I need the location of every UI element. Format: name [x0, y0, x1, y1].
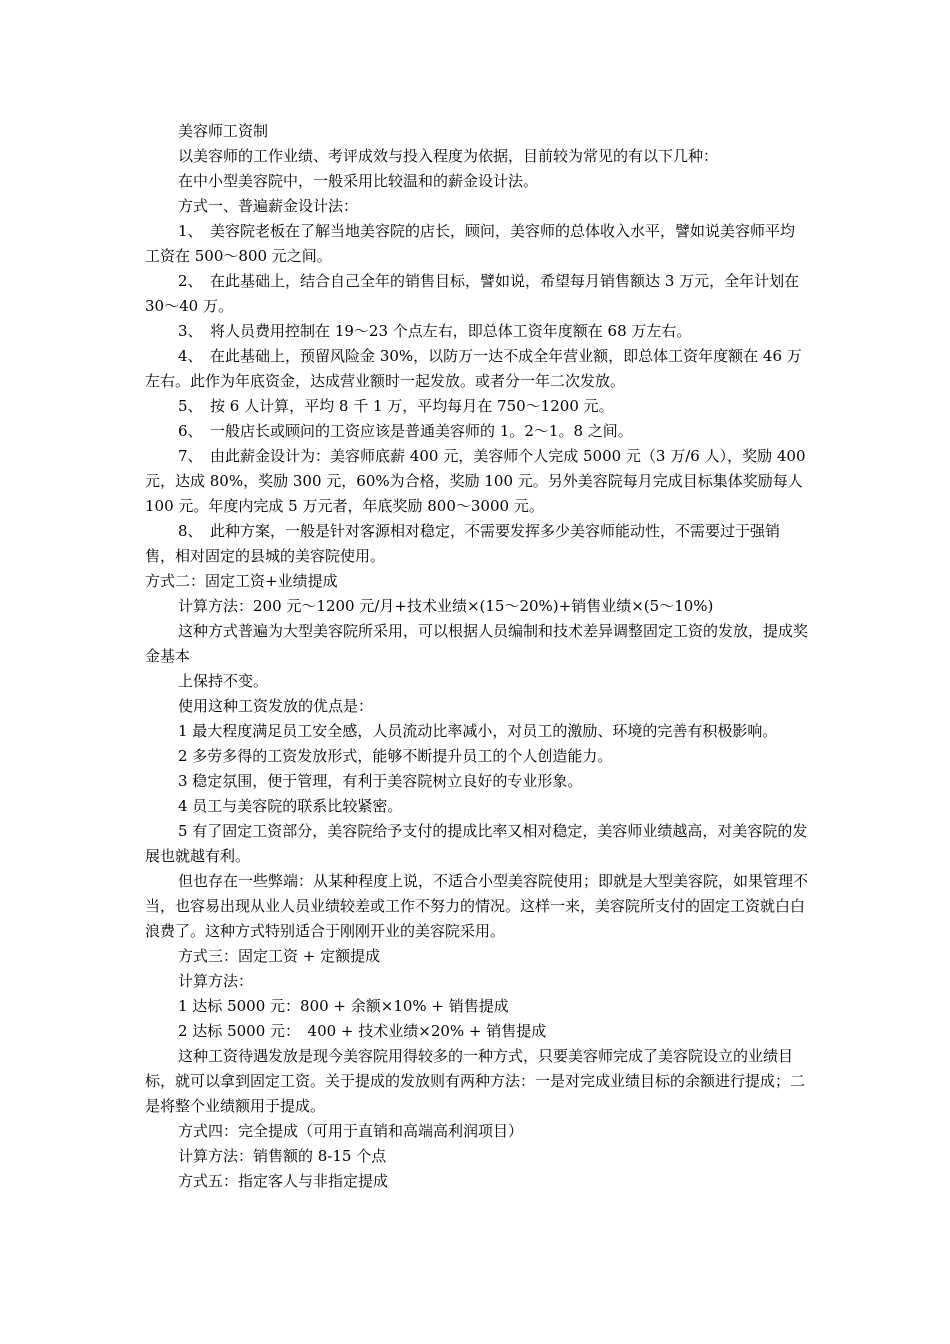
paragraph: 方式二：固定工资+业绩提成	[145, 572, 338, 590]
paragraph: 1、 美容院老板在了解当地美容院的店长，顾问，美容师的总体收入水平，譬如说美容师平均工资在 500～800 元之间。	[145, 222, 796, 265]
paragraph: 2 达标 5000 元： 400 + 技术业绩×20% + 销售提成	[178, 1022, 547, 1040]
paragraph: 但也存在一些弊端：从某种程度上说，不适合小型美容院使用；即就是大型美容院，如果管理不当，也容易出现从业人员业绩较差或工作不努力的情况。这样一来，美容院所支付的固定工资就白白浪费了。这种方式特别适合于刚刚开业的美容院采用。	[145, 872, 809, 940]
paragraph: 这种方式普遍为大型美容院所采用，可以根据人员编制和技术差异调整固定工资的发放，提成奖金基本	[145, 622, 809, 665]
document-body	[145, 119, 810, 1194]
paragraph: 上保持不变。	[178, 672, 269, 690]
paragraph: 方式五：指定客人与非指定提成	[178, 1172, 389, 1190]
paragraph: 5、 按 6 人计算，平均 8 千 1 万，平均每月在 750～1200 元。	[178, 397, 614, 415]
paragraph: 使用这种工资发放的优点是：	[178, 697, 374, 715]
paragraph: 计算方法：200 元～1200 元/月+技术业绩×(15～20%)+销售业绩×(5～10%)	[178, 597, 714, 615]
paragraph: 计算方法：	[178, 972, 254, 990]
paragraph: 4 员工与美容院的联系比较紧密。	[178, 797, 403, 815]
paragraph: 以美容师的工作业绩、考评成效与投入程度为依据，目前较为常见的有以下几种：	[178, 147, 719, 165]
paragraph: 5 有了固定工资部分，美容院给予支付的提成比率又相对稳定，美容师业绩越高，对美容院的发展也就越有利。	[145, 822, 808, 865]
paragraph: 美容师工资制	[178, 122, 269, 140]
paragraph: 这种工资待遇发放是现今美容院用得较多的一种方式，只要美容师完成了美容院设立的业绩目标，就可以拿到固定工资。关于提成的发放则有两种方法：一是对完成业绩目标的余额进行提成；二是将整个业绩额用于提成。	[145, 1047, 806, 1115]
paragraph: 1 达标 5000 元：800 + 余额×10% + 销售提成	[178, 997, 509, 1015]
paragraph: 方式一、普遍薪金设计法：	[178, 197, 359, 215]
paragraph: 7、 由此薪金设计为：美容师底薪 400 元，美容师个人完成 5000 元（3 万/6 人），奖励 400 元，达成 80%，奖励 300 元，60%为合格，奖励 100 元。另外美容院每月完成目标集体奖励每人 100 元。年度内完成 5 万元者，年底奖励 800～3000 元。	[145, 447, 806, 515]
paragraph: 3 稳定氛围，便于管理，有利于美容院树立良好的专业形象。	[178, 772, 583, 790]
paragraph: 2 多劳多得的工资发放形式，能够不断提升员工的个人创造能力。	[178, 747, 613, 765]
paragraph: 在中小型美容院中，一般采用比较温和的薪金设计法。	[178, 172, 539, 190]
paragraph: 8、 此种方案，一般是针对客源相对稳定，不需要发挥多少美容师能动性，不需要过于强销售，相对固定的县城的美容院使用。	[145, 522, 781, 565]
paragraph: 计算方法：销售额的 8-15 个点	[178, 1147, 387, 1165]
paragraph: 6、 一般店长或顾问的工资应该是普通美容师的 1。2～1。8 之间。	[178, 422, 633, 440]
paragraph: 4、 在此基础上，预留风险金 30%，以防万一达不成全年营业额，即总体工资年度额在 46 万左右。此作为年底资金，达成营业额时一起发放。或者分一年二次发放。	[145, 347, 802, 390]
paragraph: 方式四：完全提成（可用于直销和高端高利润项目）	[178, 1122, 524, 1140]
paragraph: 1 最大程度满足员工安全感，人员流动比率减小，对员工的激励、环境的完善有积极影响。	[178, 722, 778, 740]
paragraph: 方式三：固定工资 + 定额提成	[178, 947, 381, 965]
paragraph: 3、 将人员费用控制在 19～23 个点左右，即总体工资年度额在 68 万左右。	[178, 322, 692, 340]
paragraph: 2、 在此基础上，结合自己全年的销售目标，譬如说，希望每月销售额达 3 万元，全年计划在 30～40 万。	[145, 272, 800, 315]
